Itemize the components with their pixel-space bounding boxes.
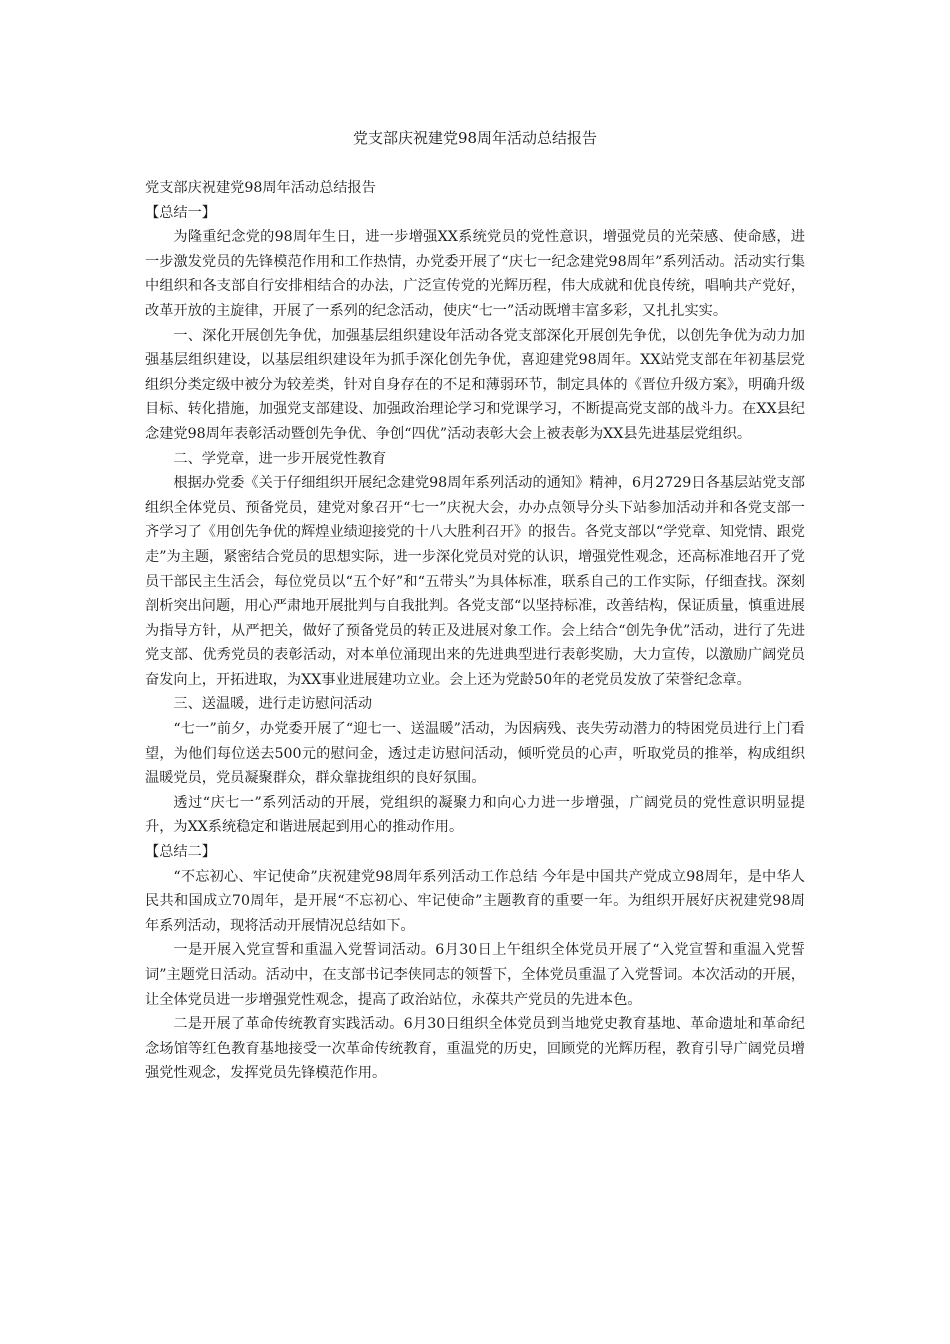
- paragraph: “七一”前夕，办党委开展了“迎七一、送温暖”活动，为因病残、丧失劳动潜力的特困党员进行上门看望，为他们每位送去500元的慰问金，透过走访慰问活动，倾听党员的心声，听取党员的推举，构成组织温暖党员，党员凝聚群众，群众靠拢组织的良好氛围。: [145, 721, 805, 787]
- paragraph: 透过“庆七一”系列活动的开展，党组织的凝聚力和向心力进一步增强，广阔党员的党性意识明显提升，为XX系统稳定和谐进展起到用心的推动作用。: [145, 794, 805, 836]
- page-title: 党支部庆祝建党98周年活动总结报告: [352, 129, 598, 147]
- paragraph: “不忘初心、牢记使命”庆祝建党98周年系列活动工作总结 今年是中国共产党成立98周年，是中华人民共和国成立70周年，是开展“不忘初心、牢记使命”主题教育的重要一年。为组织开展好庆祝建党98周年系列活动，现将活动开展情况总结如下。: [145, 868, 805, 934]
- paragraph: 二是开展了革命传统教育实践活动。6月30日组织全体党员到当地党史教育基地、革命遗址和革命纪念场馆等红色教育基地接受一次革命传统教育，重温党的历史，回顾党的光辉历程，教育引导广阔党员增强党性观念，发挥党员先锋模范作用。: [145, 1016, 805, 1082]
- paragraph: 二、学党章，进一步开展党性教育: [173, 450, 387, 467]
- document-body: [145, 176, 805, 1086]
- paragraph: 根据办党委《关于仔细组织开展纪念建党98周年系列活动的通知》精神，6月2729日各基层站党支部组织全体党员、预备党员，建党对象召开“七一”庆祝大会，办办点领导分头下站参加活动并和各党支部一齐学习了《用创先争优的辉煌业绩迎接党的十八大胜利召开》的报告。各党支部以“学党章、知党情、跟党走”为主题，紧密结合党员的思想实际，进一步深化党员对党的认识，增强党性观念，还高标准地召开了党员干部民主生活会，每位党员以“五个好”和“五带头”为具体标准，联系自己的工作实际，仔细查找。深刻剖析突出问题，用心严肃地开展批判与自我批判。各党支部“以坚持标准，改善结构，保证质量，慎重进展为指导方针，从严把关，做好了预备党员的转正及进展对象工作。会上结合“创先争优”活动，进行了先进党支部、优秀党员的表彰活动，对本单位涌现出来的先进典型进行表彰奖励，大力宣传，以激励广阔党员奋发向上，开拓进取，为XX事业进展建功立业。会上还为党龄50年的老党员发放了荣誉纪念章。: [145, 475, 805, 688]
- paragraph: 一是开展入党宣誓和重温入党誓词活动。6月30日上午组织全体党员开展了“入党宣誓和重温入党誓词”主题党日活动。活动中，在支部书记李侠同志的领誓下，全体党员重温了入党誓词。本次活动的开展，让全体党员进一步增强党性观念，提高了政治站位，永葆共产党员的先进本色。: [145, 942, 805, 1008]
- paragraph: 党支部庆祝建党98周年活动总结报告: [145, 180, 376, 196]
- paragraph: 三、送温暖，进行走访慰问活动: [173, 696, 373, 713]
- paragraph: 为隆重纪念党的98周年生日，进一步增强XX系统党员的党性意识，增强党员的光荣感、使命感，进一步激发党员的先锋模范作用和工作热情，办党委开展了“庆七一纪念建党98周年”系列活动。活动实行集中组织和各支部自行安排相结合的办法，广泛宣传党的光辉历程，伟大成就和优良传统，唱响共产党好，改革开放的主旋律，开展了一系列的纪念活动，使庆“七一”活动既增丰富多彩，又扎扎实实。: [145, 229, 806, 319]
- paragraph: 【总结一】: [145, 204, 216, 221]
- paragraph: 一、深化开展创先争优，加强基层组织建设年活动各党支部深化开展创先争优，以创先争优为动力加强基层组织建设，以基层组织建设年为抓手深化创先争优，喜迎建党98周年。XX站党支部在年初基层党组织分类定级中被分为较差类，针对自身存在的不足和薄弱环节，制定具体的《晋位升级方案》，明确升级目标、转化措施，加强党支部建设、加强政治理论学习和党课学习，不断提高党支部的战斗力。在XX县纪念建党98周年表彰活动暨创先争优、争创“四优”活动表彰大会上被表彰为XX县先进基层党组织。: [145, 327, 805, 442]
- paragraph: 【总结二】: [145, 844, 216, 861]
